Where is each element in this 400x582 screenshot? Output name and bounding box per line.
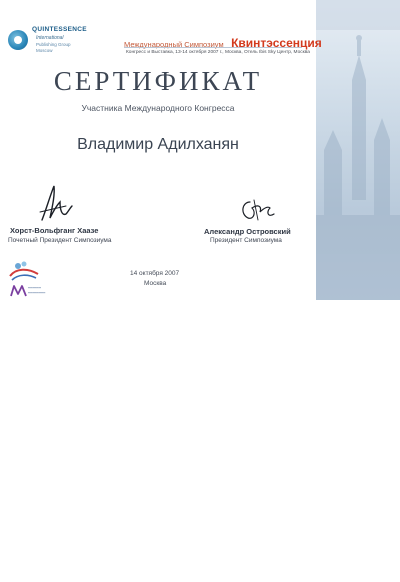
signer-left-name: Хорст-Вольфганг Хаазе bbox=[10, 226, 99, 235]
certificate-city: Москва bbox=[144, 280, 167, 287]
brand-line-2: Moscow bbox=[36, 48, 53, 53]
brand-sub: International bbox=[36, 35, 64, 41]
partner-logo-text-1: ━━━━━━ bbox=[28, 286, 41, 290]
symposium-prefix: Международный Симпозиум bbox=[124, 40, 224, 49]
symposium-name: Квинтэссенция bbox=[231, 36, 322, 50]
certificate-subtitle: Участника Международного Конгресса bbox=[81, 103, 235, 113]
certificate-date: 14 октября 2007 bbox=[130, 270, 180, 277]
symposium-details: Конгресс и Выставка, 13-14 октября 2007 г., Москва, Отель Ibis Sky Центр, Москва bbox=[126, 50, 310, 55]
certificate-title: СЕРТИФИКАТ bbox=[53, 66, 263, 96]
partner-logo-text-2: ━━━━━━━━ bbox=[28, 291, 46, 295]
quintessence-logo bbox=[8, 26, 120, 56]
brand-name: QUINTESSENCE bbox=[32, 26, 87, 33]
kremlin-silhouette-image bbox=[316, 0, 400, 300]
signer-right-name: Александр Островский bbox=[204, 227, 291, 236]
signer-right-role: Президент Симпозиума bbox=[210, 237, 282, 244]
quintessence-emblem-icon bbox=[8, 30, 28, 50]
signer-left-role: Почетный Президент Симпозиума bbox=[8, 237, 112, 244]
congress-logo-icon bbox=[8, 258, 40, 282]
kremlin-photo-panel bbox=[316, 0, 400, 300]
recipient-name: Владимир Адилханян bbox=[77, 136, 239, 153]
brand-line-1: Publishing Group bbox=[36, 42, 71, 47]
partner-logo-icon bbox=[10, 282, 28, 298]
header-divider bbox=[124, 47, 302, 48]
signature-right-image bbox=[236, 196, 280, 224]
signature-left-image bbox=[36, 182, 76, 224]
